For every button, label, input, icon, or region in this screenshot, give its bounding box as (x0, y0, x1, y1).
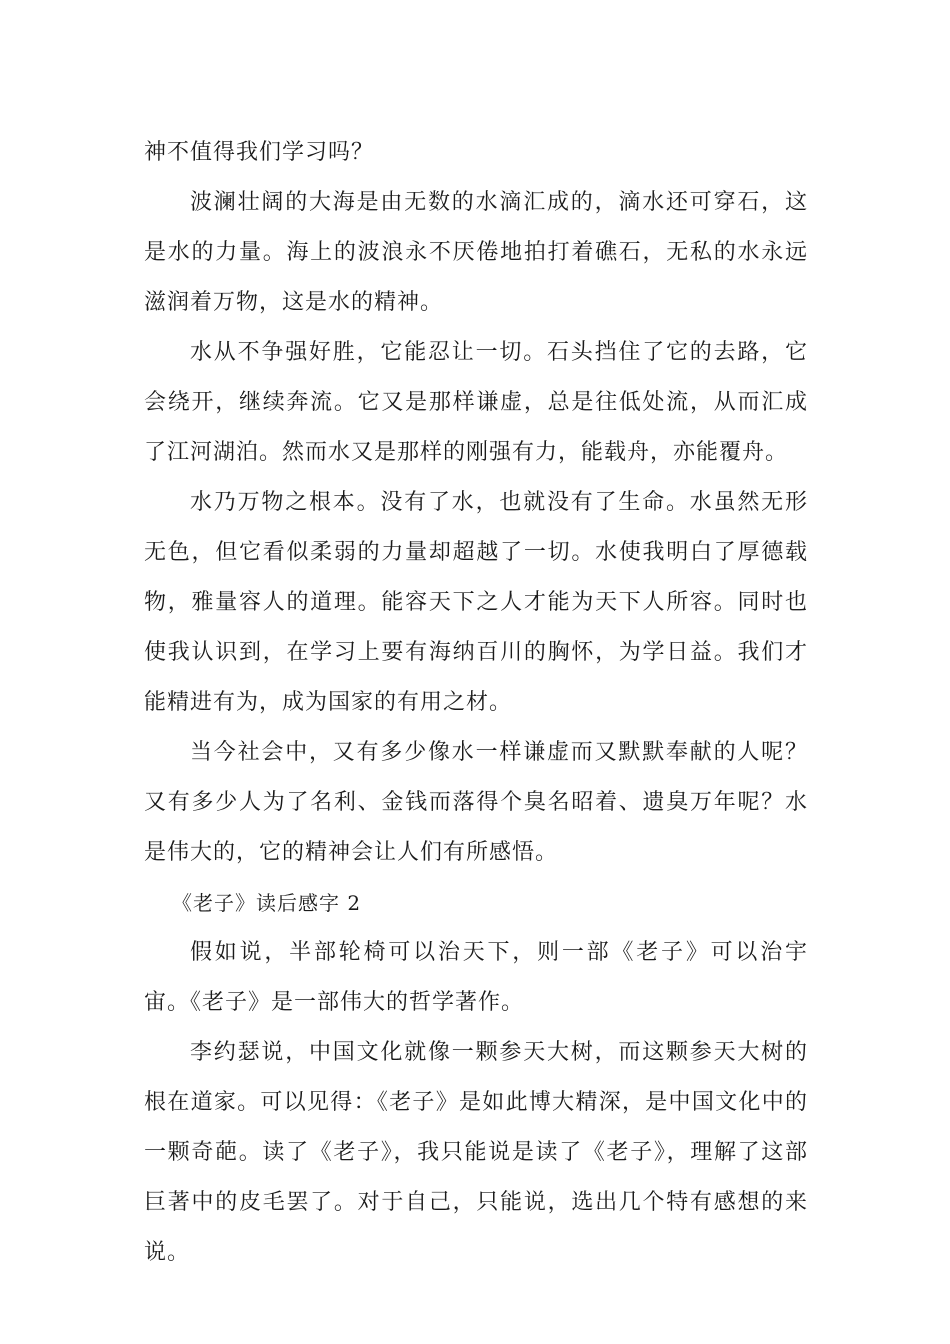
paragraph: 水从不争强好胜，它能忍让一切。石头挡住了它的去路，它会绕开，继续奔流。它又是那样谦虚，总是往低处流，从而汇成了江河湖泊。然而水又是那样的刚强有力，能载舟，亦能覆舟。 (144, 340, 808, 465)
paragraph: 波澜壮阔的大海是由无数的水滴汇成的，滴水还可穿石，这是水的力量。海上的波浪永不厌倦地拍打着礁石，无私的水永远滋润着万物，这是水的精神。 (144, 190, 808, 315)
paragraph: 假如说，半部轮椅可以治天下，则一部《老子》可以治宇宙。《老子》是一部伟大的哲学著作。 (144, 940, 808, 1015)
document-body (144, 128, 808, 1278)
paragraph: 李约瑟说，中国文化就像一颗参天大树，而这颗参天大树的根在道家。可以见得：《老子》是如此博大精深，是中国文化中的一颗奇葩。读了《老子》，我只能说是读了《老子》，理解了这部巨著中的皮毛罢了。对于自己，只能说，选出几个特有感想的来说。 (144, 1040, 808, 1265)
section-title: 《老子》读后感字 2 (172, 891, 362, 915)
paragraph: 当今社会中，又有多少像水一样谦虚而又默默奉献的人呢？又有多少人为了名利、金钱而落得个臭名昭着、遗臭万年呢？水是伟大的，它的精神会让人们有所感悟。 (144, 740, 808, 865)
paragraph: 神不值得我们学习吗？ (144, 140, 375, 165)
paragraph: 水乃万物之根本。没有了水，也就没有了生命。水虽然无形无色，但它看似柔弱的力量却超越了一切。水使我明白了厚德载物，雅量容人的道理。能容天下之人才能为天下人所容。同时也使我认识到，在学习上要有海纳百川的胸怀，为学日益。我们才能精进有为，成为国家的有用之材。 (144, 490, 808, 715)
